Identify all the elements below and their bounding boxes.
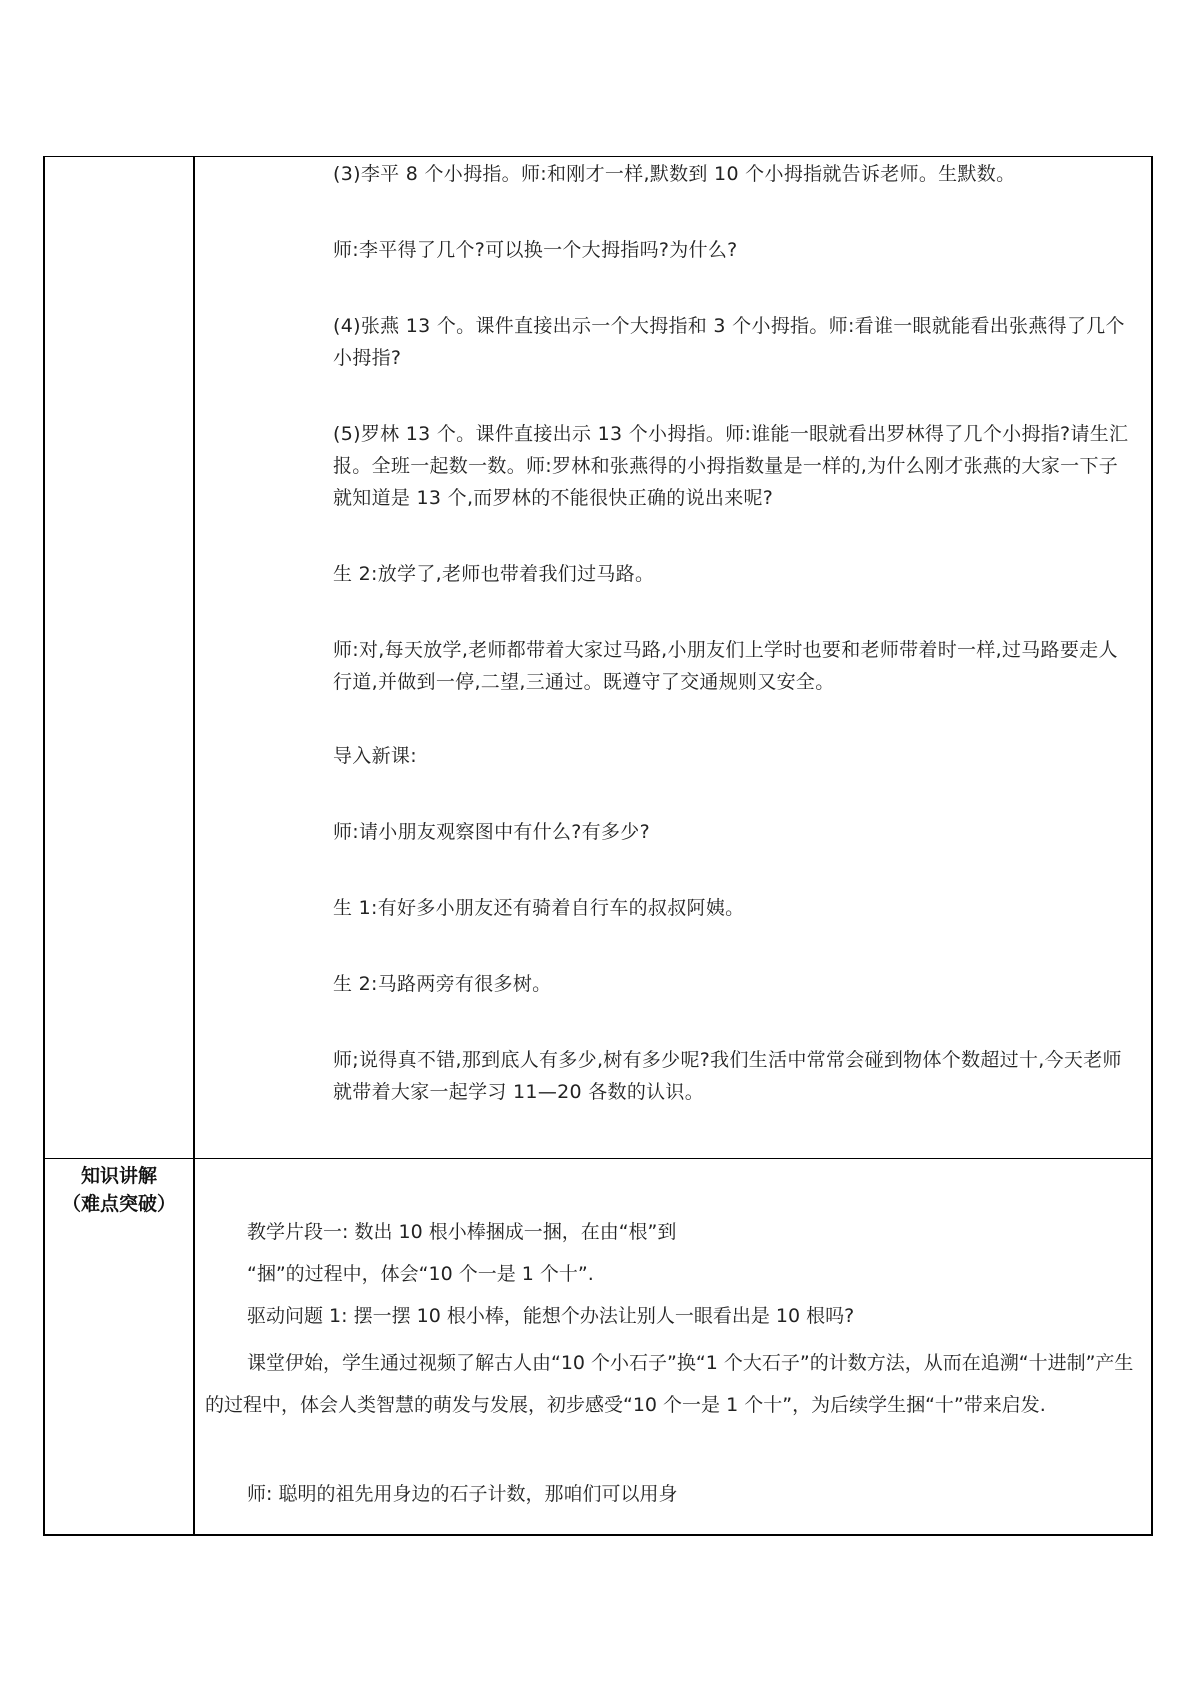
paragraph-fragment-one: 教学片段一: 数出 10 根小棒捆成一捆，在由“根”到 [247, 1221, 677, 1243]
paragraph-student2-after-school: 生 2:放学了,老师也带着我们过马路。 [333, 563, 655, 585]
row-label-knowledge [45, 1158, 193, 1218]
paragraph-teacher-stones: 师: 聪明的祖先用身边的石子计数，那咱们可以用身 [247, 1483, 678, 1505]
paragraph-teacher-observe: 师:请小朋友观察图中有什么?有多少? [333, 821, 650, 843]
row-divider [43, 1158, 1153, 1159]
paragraph-new-lesson-heading: 导入新课: [333, 745, 417, 767]
paragraph-zhang-yan: (4)张燕 13 个。课件直接出示一个大拇指和 3 个小拇指。师:看谁一眼就能看出张燕得了几个小拇指? [333, 315, 1125, 369]
paragraph-bundle: “捆”的过程中，体会“10 个一是 1 个十”. [247, 1263, 594, 1285]
column-divider [193, 156, 195, 1536]
paragraph-luo-lin: (5)罗林 13 个。课件直接出示 13 个小拇指。师:谁能一眼就看出罗林得了几个小拇指?请生汇报。全班一起数一数。师:罗林和张燕得的小拇指数量是一样的,为什么刚才张燕的大家一下子就知道是 13 个,而罗林的不能很快正确的说出来呢? [333, 423, 1129, 509]
row-label-line1: 知识讲解 [80, 1165, 157, 1187]
paragraph-teacher-question: 师:李平得了几个?可以换一个大拇指吗?为什么? [333, 239, 738, 261]
paragraph-student2-trees: 生 2:马路两旁有很多树。 [333, 973, 552, 995]
row-label-line2: （难点突破） [61, 1193, 176, 1215]
paragraph-li-ping: (3)李平 8 个小拇指。师:和刚才一样,默数到 10 个小拇指就告诉老师。生默数。 [333, 163, 1016, 185]
paragraph-teacher-traffic: 师:对,每天放学,老师都带着大家过马路,小朋友们上学时也要和老师带着时一样,过马路要走人行道,并做到一停,二望,三通过。既遵守了交通规则又安全。 [333, 639, 1118, 693]
paragraph-teacher-intro: 师;说得真不错,那到底人有多少,树有多少呢?我们生活中常常会碰到物体个数超过十,今天老师就带着大家一起学习 11—20 各数的认识。 [333, 1049, 1122, 1103]
paragraph-student1: 生 1:有好多小朋友还有骑着自行车的叔叔阿姨。 [333, 897, 745, 919]
paragraph-driving-question: 驱动问题 1: 摆一摆 10 根小棒，能想个办法让别人一眼看出是 10 根吗? [247, 1305, 855, 1327]
paragraph-class-start: 课堂伊始，学生通过视频了解古人由“10 个小石子”换“1 个大石子”的计数方法，从而在追溯“十进制”产生的过程中，体会人类智慧的萌发与发展，初步感受“10 个一是 1 个十”，为后续学生捆“十”带来启发. [205, 1352, 1134, 1416]
